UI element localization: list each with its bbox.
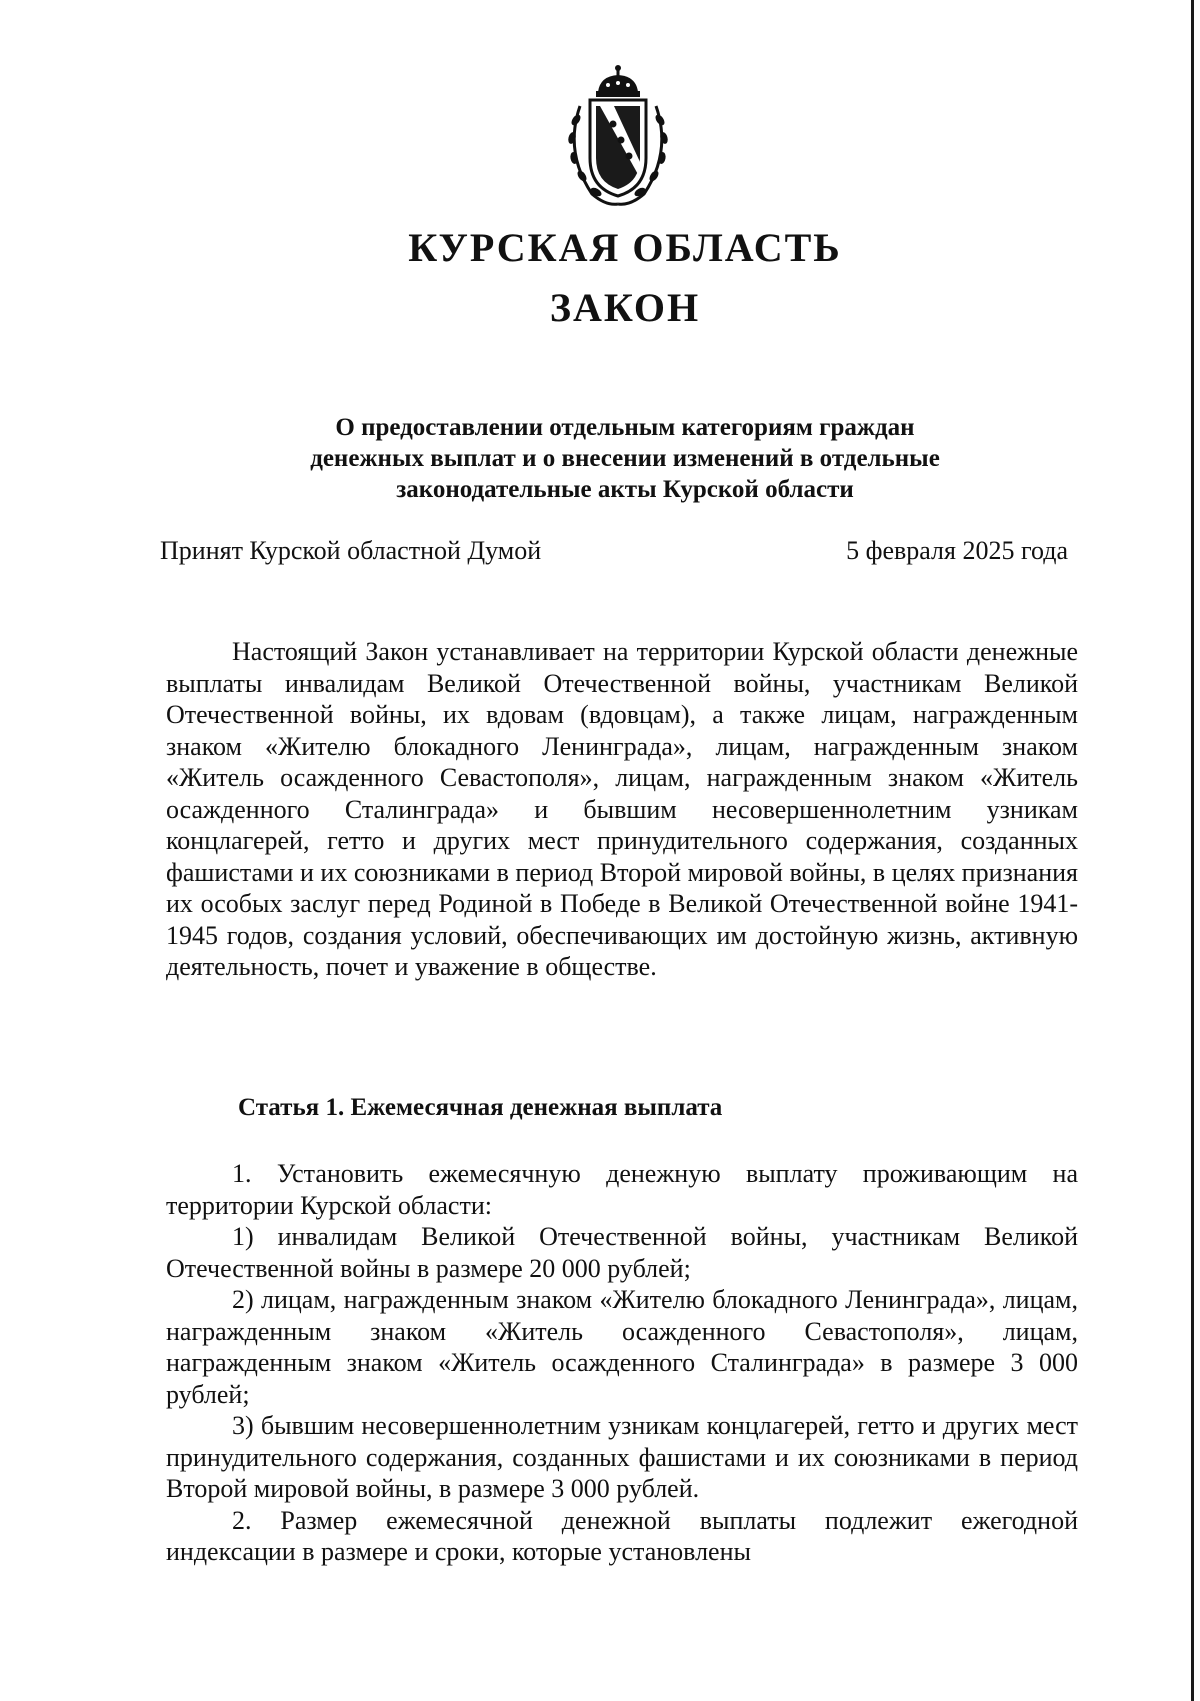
law-title-line: денежных выплат и о внесении изменений в отдельные: [310, 445, 940, 472]
adoption-date: 5 февраля 2025 года: [846, 536, 1068, 565]
law-title-line: законодательные акты Курской области: [396, 476, 854, 503]
article-paragraph: 2. Размер ежемесячной денежной выплаты подлежит ежегодной индексации в размере и сроки, которые установлены: [166, 1505, 1078, 1566]
article-paragraph: 1) инвалидам Великой Отечественной войны, участникам Великой Отечественной войны в размере 20 000 рублей;: [166, 1222, 1078, 1283]
article-paragraph: 3) бывшим несовершеннолетним узникам концлагерей, гетто и других мест принудительного содержания, созданных фашистами и их союзниками в период Второй мировой войны, в размере 3 000 рублей.: [166, 1411, 1078, 1503]
article-1-heading: Статья 1. Ежемесячная денежная выплата: [238, 1094, 723, 1121]
region-heading: КУРСКАЯ ОБЛАСТЬ: [408, 225, 842, 270]
law-title-line: О предоставлении отдельным категориям граждан: [335, 414, 915, 441]
law-title: [160, 412, 1090, 505]
preamble-paragraph: Настоящий Закон устанавливает на территории Курской области денежные выплаты инвалидам Великой Отечественной войны, участникам Великой Отечественной войны, их вдовам (вдовцам), а также лицам, награжденным знаком «Жителю блокадного Ленинграда», лицам, награжденным знаком «Житель осажденного Севастополя», лицам, награжденным знаком «Житель осажденного Сталинграда» и бывшим несовершеннолетним узникам концлагерей, гетто и других мест принудительного содержания, созданных фашистами и их союзниками в период Второй мировой войны, в целях признания их особых заслуг перед Родиной в Победе в Великой Отечественной войне 1941-1945 годов, создания условий, обеспечивающих им достойную жизнь, активную деятельность, почет и уважение в обществе.: [166, 637, 1078, 981]
adopted-by: Принят Курской областной Думой: [160, 536, 542, 565]
article-1-body: [166, 1158, 1078, 1568]
article-paragraph: 1. Установить ежемесячную денежную выплату проживающим на территории Курской области:: [166, 1159, 1078, 1220]
document-type-heading: ЗАКОН: [549, 285, 701, 330]
adoption-row: [160, 536, 1068, 566]
coat-of-arms-icon: [558, 62, 678, 212]
article-paragraph: 2) лицам, награжденным знаком «Жителю блокадного Ленинграда», лицам, награжденным знаком «Житель осажденного Севастополя», лицам, награжденным знаком «Житель осажденного Сталинграда» в размере 3 000 рублей;: [166, 1285, 1078, 1409]
